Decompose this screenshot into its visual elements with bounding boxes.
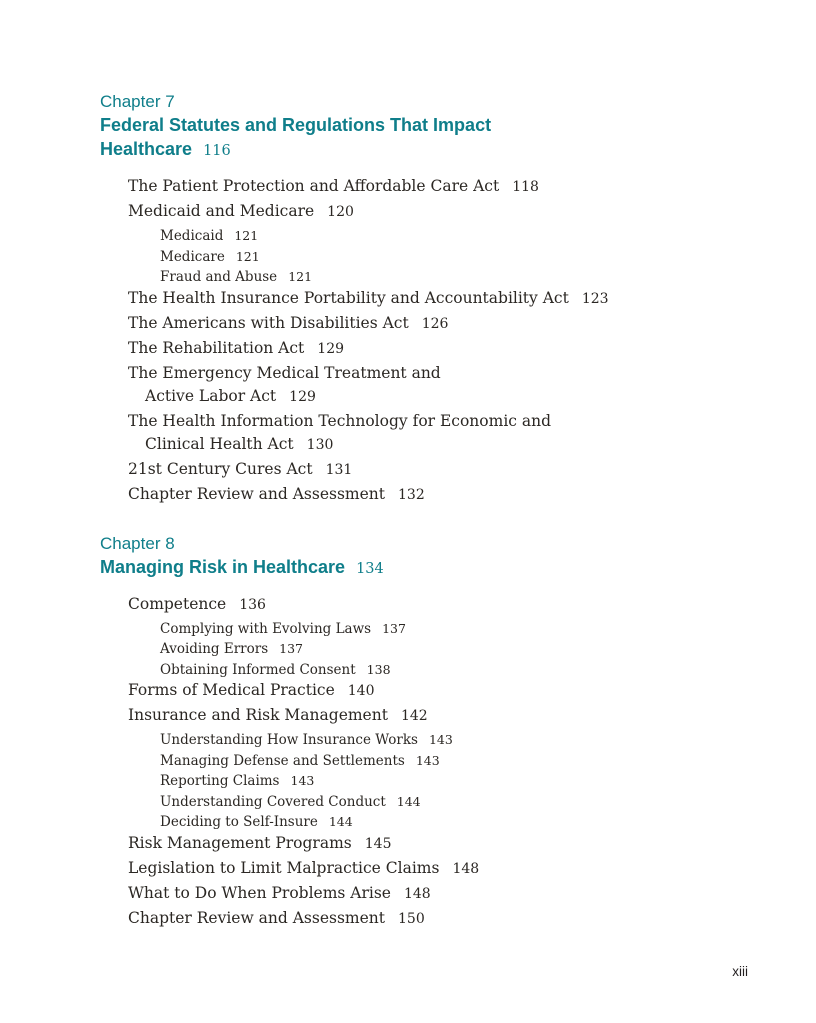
toc-content [100, 90, 740, 933]
toc-entry-title: What to Do When Problems Arise [128, 883, 391, 902]
toc-entry-page-number: 129 [317, 340, 345, 357]
toc-entry-page-number: 138 [366, 661, 391, 677]
toc-entry [160, 792, 740, 813]
toc-entry-page-number: 150 [398, 910, 425, 927]
toc-entry-page-number: 144 [328, 814, 353, 829]
toc-entry [160, 267, 740, 288]
toc-entry-page-number: 143 [290, 773, 315, 788]
page-footer [732, 964, 748, 979]
toc-entry-page-number: 121 [288, 269, 313, 284]
toc-entry [160, 812, 740, 833]
toc-entry-title: Fraud and Abuse [160, 269, 278, 285]
toc-entry [145, 386, 740, 407]
chapter-title [100, 113, 560, 163]
toc-entry [128, 680, 740, 701]
toc-entry-title: The Americans with Disabilities Act [128, 313, 409, 332]
toc-entry [160, 751, 740, 772]
toc-entry-title: Understanding How Insurance Works [160, 732, 418, 748]
toc-entry-title: The Emergency Medical Treatment and [128, 363, 441, 382]
toc-entry-page-number: 148 [452, 860, 480, 877]
toc-entry-title: Medicaid and Medicare [128, 202, 315, 220]
toc-entry-page-number: 148 [403, 885, 431, 902]
toc-entry [145, 434, 740, 455]
toc-entry-title: The Health Insurance Portability and Accountability Act [128, 288, 569, 307]
chapter-section [100, 532, 740, 929]
toc-entry-title: Understanding Covered Conduct [160, 793, 386, 810]
toc-entry-title: Complying with Evolving Laws [160, 620, 372, 637]
toc-entry [128, 288, 740, 309]
toc-entry [128, 338, 740, 359]
toc-entry-title: Legislation to Limit Malpractice Claims [128, 858, 440, 877]
folio-page-number: xiii [732, 964, 748, 979]
toc-entry-page-number: 145 [364, 835, 392, 852]
toc-entry-page-number: 144 [396, 793, 421, 809]
toc-entry [128, 363, 740, 383]
toc-entry-page-number: 137 [382, 620, 406, 636]
toc-entry [160, 619, 740, 640]
toc-entry-page-number: 136 [239, 596, 266, 613]
toc-entry-title: The Patient Protection and Affordable Care Act [128, 177, 500, 195]
toc-entry-title: Managing Defense and Settlements [160, 752, 405, 769]
toc-entry [128, 883, 740, 904]
toc-entry [128, 484, 740, 505]
toc-entry-page-number: 140 [347, 683, 375, 699]
toc-entry [160, 639, 740, 660]
toc-entry-title: 21st Century Cures Act [128, 459, 313, 478]
toc-entry [128, 411, 740, 431]
toc-entry-page-number: 131 [325, 461, 353, 478]
toc-entry-page-number: 126 [421, 315, 449, 332]
toc-entry-title: Insurance and Risk Management [128, 706, 388, 724]
toc-entry-page-number: 142 [400, 708, 428, 724]
toc-entry [160, 226, 740, 247]
toc-entry-page-number: 129 [289, 388, 316, 405]
toc-entry-page-number: 121 [234, 228, 259, 243]
toc-entry-page-number: 143 [415, 752, 440, 768]
toc-entry [160, 247, 740, 268]
toc-entry [128, 594, 740, 615]
toc-entry [128, 858, 740, 879]
toc-entry [160, 730, 740, 751]
toc-entry-title: Competence [128, 594, 227, 613]
toc-entry [128, 459, 740, 480]
toc-entry-title: Risk Management Programs [128, 833, 352, 852]
toc-entry [128, 313, 740, 334]
toc-entry-title: Medicaid [160, 228, 224, 244]
toc-entry-title: Medicare [160, 248, 225, 265]
toc-entry-title: Chapter Review and Assessment [128, 484, 386, 503]
toc-entry-page-number: 121 [235, 248, 260, 264]
toc-entry [128, 201, 740, 222]
toc-entry-page-number: 132 [398, 486, 425, 503]
toc-entry-title: Obtaining Informed Consent [160, 661, 356, 678]
toc-entry [128, 908, 740, 929]
chapter-title [100, 555, 560, 581]
toc-entry-title: The Rehabilitation Act [128, 338, 305, 357]
toc-entry [128, 176, 740, 197]
toc-entry-page-number: 143 [428, 732, 453, 747]
chapter-page-number: 116 [203, 143, 231, 159]
toc-entry [128, 833, 740, 854]
chapter-section [100, 90, 740, 505]
toc-entry-title: Active Labor Act [145, 386, 277, 405]
toc-entry [160, 660, 740, 681]
toc-entry-title: Forms of Medical Practice [128, 681, 335, 699]
toc-entry-page-number: 118 [512, 179, 539, 195]
toc-entry-title: Clinical Health Act [145, 434, 294, 453]
toc-entry-page-number: 120 [327, 204, 354, 220]
toc-entry-title: Avoiding Errors [160, 641, 269, 657]
toc-entry-title: Reporting Claims [160, 773, 280, 789]
toc-entry-title: Deciding to Self-Insure [160, 814, 318, 830]
chapter-entries [128, 176, 740, 505]
chapter-title-text: Federal Statutes and Regulations That Impact Healthcare [100, 115, 492, 159]
toc-entry-page-number: 123 [581, 290, 609, 307]
chapter-label: Chapter 8 [100, 533, 175, 553]
chapter-entries [128, 594, 740, 929]
toc-entry-title: Chapter Review and Assessment [128, 908, 386, 927]
toc-entry-page-number: 137 [279, 641, 303, 656]
toc-entry [160, 771, 740, 792]
toc-entry [128, 705, 740, 726]
toc-entry-page-number: 130 [306, 436, 334, 453]
toc-entry-title: The Health Information Technology for Economic and [128, 411, 552, 430]
chapter-page-number: 134 [356, 560, 384, 577]
chapter-label: Chapter 7 [100, 92, 175, 111]
chapter-title-text: Managing Risk in Healthcare [100, 556, 346, 577]
